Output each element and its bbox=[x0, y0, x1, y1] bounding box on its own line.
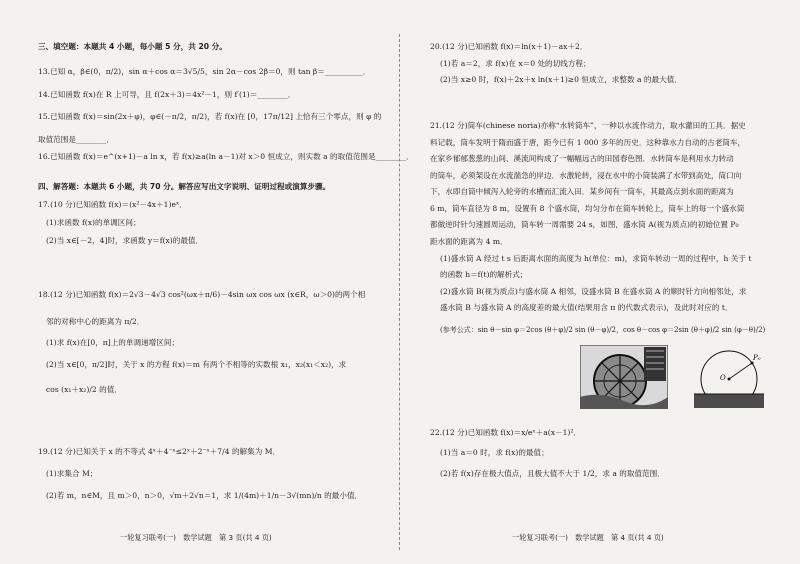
water-wheel-diagram bbox=[694, 344, 764, 414]
question-22-part1: (1)当 a＝0 时，求 f(x)的最值； bbox=[440, 448, 549, 457]
question-16: 16.已知函数 f(x)＝e^(x+1)－a ln x，若 f(x)≥a(ln a－1)对 x＞0 恒成立，则实数 a 的取值范围是________． bbox=[38, 152, 414, 161]
diagram-label-o: O bbox=[720, 374, 726, 382]
question-21-part1-line2: 的函数 h＝f(t)的解析式； bbox=[440, 270, 528, 279]
page-footer-right: 一轮复习联考(一) 数学试题 第 4 页(共 4 页) bbox=[512, 533, 664, 542]
question-13: 13.已知 α，β∈(0，π/2)，sin α＋cos α＝3√5/5，sin 2α－cos 2β＝0，则 tan β＝__________． bbox=[38, 67, 371, 76]
question-17: 17.(10 分)已知函数 f(x)＝(x²－4x＋1)eˣ． bbox=[38, 200, 187, 209]
question-14: 14.已知函数 f(x)在 R 上可导，且 f(2x＋3)＝4x²－1，则 f′(1)＝________． bbox=[38, 90, 296, 99]
question-17-part2: (2)当 x∈[－2，4]时，求函数 y＝f(x)的最值． bbox=[46, 236, 204, 245]
question-20-part2: (2)当 x≥0 时，f(x)＋2x＋x ln(x＋1)≥0 恒成立，求整数 a 的最大值． bbox=[440, 75, 682, 84]
question-21-stem-line: 21.(12 分)筒车(chinese noria)亦称“水转筒车”，一种以水流作动力，取水灌田的工具．据史 bbox=[430, 121, 746, 130]
question-19-part1: (1)求集合 M； bbox=[46, 469, 98, 478]
question-18-part2-cont: cos (x₁＋x₂)/2 的值． bbox=[46, 385, 122, 394]
question-21-part2-line2: 盛水筒 B 与盛水筒 A 的高度差的最大值(结果用含 π 的代数式表示)，及此时对应的 t． bbox=[440, 303, 733, 312]
question-20: 20.(12 分)已知函数 f(x)＝ln(x＋1)－ax＋2． bbox=[430, 42, 588, 51]
section-3-heading: 三、填空题：本题共 4 小题，每小题 5 分，共 20 分。 bbox=[38, 42, 227, 51]
question-18-part2: (2)当 x∈[0，π/2]时，关于 x 的方程 f(x)＝m 有两个不相等的实数根 x₁，x₂(x₁＜x₂)，求 bbox=[46, 360, 347, 369]
page-divider bbox=[399, 34, 400, 550]
question-21-stem-line: 距水面的距离为 4 m． bbox=[430, 236, 508, 246]
section-4-heading: 四、解答题：本题共 6 小题，共 70 分。解答应写出文字说明、证明过程或演算步骤。 bbox=[38, 182, 331, 191]
question-18-line2: 邻的对称中心的距离为 π/2． bbox=[46, 317, 145, 326]
question-15-line1: 15.已知函数 f(x)＝sin(2x＋φ)，φ∈(－π/2，π/2)，若 f(x)在 [0，17π/12] 上恰有三个零点，则 φ 的 bbox=[38, 112, 382, 121]
question-21-stem-line: 6 m，筒车直径为 8 m，设置有 8 个盛水筒，均匀分布在筒车转轮上，筒车上的每一个盛水筒 bbox=[430, 203, 745, 213]
diagram-label-p0: P₀ bbox=[753, 354, 761, 362]
question-20-part1: (1)若 a＝2，求 f(x)在 x＝0 处的切线方程； bbox=[440, 59, 591, 68]
question-21-reference-formula: (参考公式：sin θ－sin φ＝2cos (θ＋φ)/2 sin (θ－φ)/2，cos θ－cos φ＝2sin (θ＋φ)/2 sin (φ－θ)/2) bbox=[440, 326, 766, 334]
question-19: 19.(12 分)已知关于 x 的不等式 4ˣ＋4⁻ˣ≤2ˣ＋2⁻ˣ＋7/4 的解集为 M． bbox=[38, 447, 281, 456]
question-19-part2: (2)若 m，n∈M，且 m＞0，n＞0，√m＋2√n＝1，求 1/(4m)＋1/n－3√(mn)/n 的最小值． bbox=[46, 491, 363, 500]
question-21-stem-line: 料记载，筒车发明于隋而盛于唐，距今已有 1 000 多年的历史．这种靠水力自动的古老筒车， bbox=[430, 137, 746, 147]
question-21-stem-line: 都做逆时针匀速圆周运动，筒车转一周需要 24 s，如图，盛水筒 A(视为质点)的初始位置 P₀ bbox=[430, 220, 739, 229]
question-21-stem-line: 在家乡郁郁葱葱的山间、溪流间构成了一幅幅远古的田园春色图．水转筒车是利用水力转动 bbox=[430, 154, 734, 163]
question-18-line1: 18.(12 分)已知函数 f(x)＝2√3－4√3 cos²(ωx＋π/6)－4sin ωx cos ωx (x∈R，ω＞0)的两个相 bbox=[38, 290, 366, 299]
question-21-stem-line: 下，水即自筒中倾泻入轮旁的水槽而汇流入田．某乡间有一筒车，其最高点到水面的距离为 bbox=[430, 187, 734, 196]
question-17-part1: (1)求函数 f(x)的单调区间； bbox=[46, 218, 141, 227]
question-18-part1: (1)求 f(x)在[0，π]上的单调递增区间； bbox=[46, 338, 180, 347]
question-21-part2-line1: (2)盛水筒 B(视为质点)与盛水筒 A 相邻，设盛水筒 B 在盛水筒 A 的顺时针方向相邻处，求 bbox=[440, 287, 747, 296]
question-21-stem-line: 的筒车，必须架设在水流湍急的岸边．水激轮转，浸在水中的小筒装满了水带到高处，筒口向 bbox=[430, 170, 742, 180]
right-page bbox=[402, 0, 800, 564]
page-footer-left: 一轮复习联考(一) 数学试题 第 3 页(共 4 页) bbox=[120, 533, 272, 542]
question-22-part2: (2)若 f(x)存在极大值点，且极大值不大于 1/2，求 a 的取值范围． bbox=[440, 469, 665, 478]
question-15-line2: 取值范围是________． bbox=[38, 135, 114, 144]
question-22: 22.(12 分)已知函数 f(x)＝x/eˣ＋a(x－1)²． bbox=[430, 428, 582, 437]
water-wheel-photo bbox=[580, 345, 668, 409]
question-21-part1-line1: (1)盛水筒 A 经过 t s 后距离水面的高度为 h(单位：m)，求筒车转动一周的过程中，h 关于 t bbox=[440, 254, 752, 263]
